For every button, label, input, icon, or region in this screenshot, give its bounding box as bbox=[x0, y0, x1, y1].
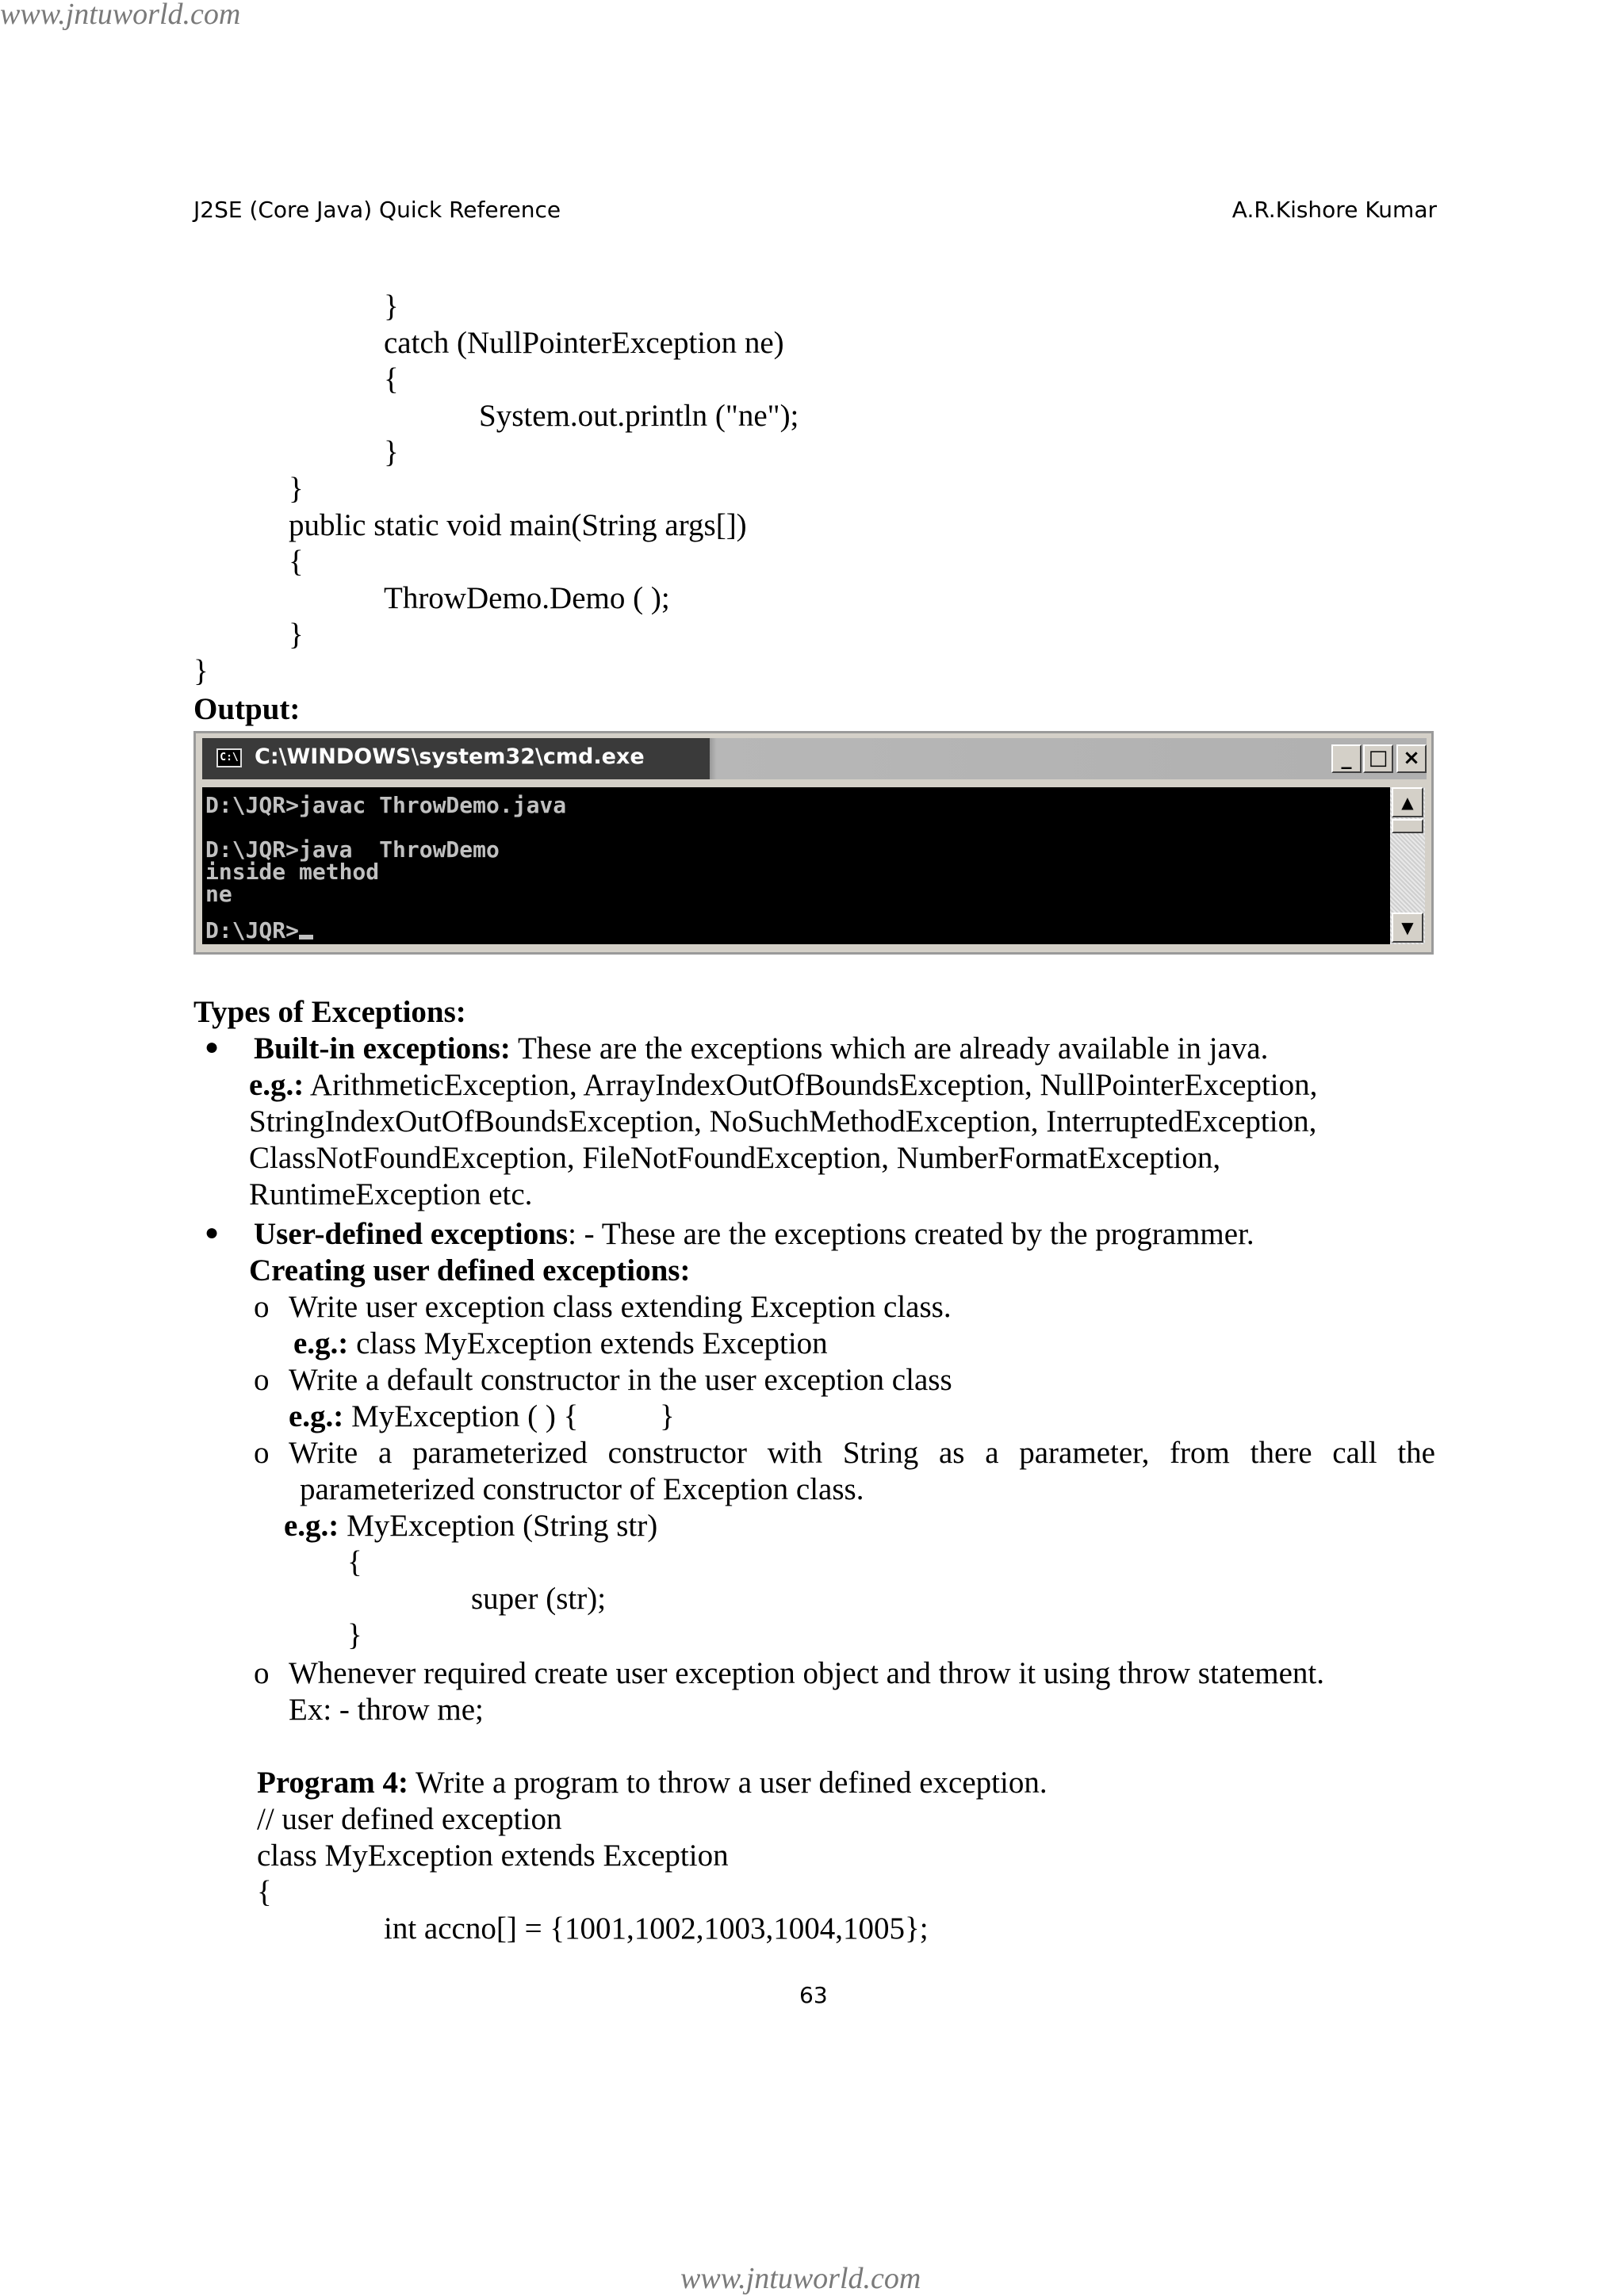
step-2-example: e.g.: MyException ( ) { bbox=[289, 1399, 579, 1433]
eg-line: RuntimeException etc. bbox=[249, 1177, 533, 1211]
watermark-top: www.jntuworld.com bbox=[0, 0, 241, 31]
code-line: int accno[] = {1001,1002,1003,1004,1005}; bbox=[384, 1911, 929, 1946]
header-title: J2SE (Core Java) Quick Reference bbox=[193, 197, 561, 223]
builtin-text: These are the exceptions which are already available in java. bbox=[510, 1031, 1269, 1066]
code-line: System.out.println ("ne"); bbox=[479, 399, 799, 433]
scroll-thumb[interactable] bbox=[1392, 819, 1423, 833]
step-3: Write a parameterized constructor with String as a parameter, from there call the bbox=[289, 1436, 1435, 1470]
maximize-icon[interactable]: □ bbox=[1363, 744, 1393, 773]
step-3-cont: parameterized constructor of Exception class. bbox=[300, 1472, 864, 1506]
code-line: // user defined exception bbox=[257, 1802, 562, 1836]
output-label: Output: bbox=[193, 692, 301, 726]
code-line: } bbox=[193, 654, 209, 688]
code-line: { bbox=[257, 1875, 272, 1909]
step-3-example: e.g.: MyException (String str) bbox=[284, 1509, 658, 1543]
sub-bullet-icon: o bbox=[254, 1656, 270, 1690]
console-line: D:\JQR>java ThrowDemo bbox=[205, 836, 500, 863]
scroll-down-icon[interactable]: ▼ bbox=[1392, 913, 1423, 943]
console-scrollbar[interactable] bbox=[1390, 787, 1425, 944]
console-line: ne bbox=[205, 881, 232, 907]
console-output bbox=[202, 787, 1390, 944]
code-line: { bbox=[347, 1545, 362, 1579]
user-defined-item bbox=[254, 1216, 1254, 1253]
code-line: catch (NullPointerException ne) bbox=[384, 326, 784, 360]
code-line: } bbox=[384, 435, 399, 469]
cmd-window-title: C:\WINDOWS\system32\cmd.exe bbox=[255, 744, 645, 769]
cmd-window bbox=[193, 731, 1434, 955]
bullet-icon: ● bbox=[205, 1034, 220, 1060]
builtin-label: Built-in exceptions: bbox=[254, 1031, 511, 1066]
types-heading: Types of Exceptions: bbox=[193, 995, 466, 1029]
code-line: { bbox=[384, 362, 399, 396]
code-line: ThrowDemo.Demo ( ); bbox=[384, 581, 670, 615]
cmd-app-icon: C:\ bbox=[216, 748, 242, 767]
eg-line: StringIndexOutOfBoundsException, NoSuchMethodException, InterruptedException, bbox=[249, 1104, 1317, 1138]
code-line: } bbox=[347, 1618, 362, 1652]
eg-line: e.g.: ArithmeticException, ArrayIndexOutOfBoundsException, NullPointerException, bbox=[249, 1068, 1318, 1102]
sub-bullet-icon: o bbox=[254, 1436, 270, 1470]
user-defined-text: : - These are the exceptions created by the programmer. bbox=[568, 1217, 1254, 1251]
eg-line: ClassNotFoundException, FileNotFoundException, NumberFormatException, bbox=[249, 1141, 1221, 1175]
code-line: public static void main(String args[]) bbox=[289, 508, 747, 542]
program-4-title: Program 4: Write a program to throw a user defined exception. bbox=[257, 1766, 1048, 1800]
sub-bullet-icon: o bbox=[254, 1363, 270, 1397]
code-line: } bbox=[289, 472, 304, 506]
console-prompt: D:\JQR> bbox=[205, 917, 300, 943]
step-1-example: e.g.: class MyException extends Exception bbox=[293, 1326, 828, 1360]
eg-label: e.g.: bbox=[249, 1068, 304, 1102]
header-author: A.R.Kishore Kumar bbox=[1231, 197, 1437, 223]
user-defined-label: User-defined exceptions bbox=[254, 1217, 569, 1251]
step-4: Whenever required create user exception object and throw it using throw statement. bbox=[289, 1656, 1325, 1690]
console-prompt-line bbox=[205, 917, 313, 943]
close-icon[interactable]: × bbox=[1396, 744, 1427, 773]
step-2-example-close: } bbox=[660, 1399, 675, 1433]
page-number: 63 bbox=[799, 1982, 828, 2008]
step-4-example: Ex: - throw me; bbox=[289, 1693, 484, 1727]
code-line: class MyException extends Exception bbox=[257, 1839, 729, 1873]
cursor-icon bbox=[299, 935, 313, 939]
step-1: Write user exception class extending Exception class. bbox=[289, 1290, 952, 1324]
scroll-up-icon[interactable]: ▲ bbox=[1392, 787, 1423, 817]
bullet-icon: ● bbox=[205, 1219, 220, 1246]
cmd-titlebar bbox=[202, 738, 1427, 779]
console-line: inside method bbox=[205, 859, 380, 885]
code-line: } bbox=[289, 618, 304, 652]
code-line: super (str); bbox=[471, 1582, 607, 1616]
builtin-item bbox=[254, 1031, 1268, 1067]
console-line: D:\JQR>javac ThrowDemo.java bbox=[205, 792, 567, 818]
step-2: Write a default constructor in the user exception class bbox=[289, 1363, 952, 1397]
minimize-icon[interactable]: _ bbox=[1331, 744, 1362, 773]
watermark-bottom: www.jntuworld.com bbox=[680, 2262, 921, 2295]
sub-bullet-icon: o bbox=[254, 1290, 270, 1324]
code-line: { bbox=[289, 545, 304, 579]
creating-heading: Creating user defined exceptions: bbox=[249, 1253, 691, 1288]
code-line: } bbox=[384, 289, 399, 323]
